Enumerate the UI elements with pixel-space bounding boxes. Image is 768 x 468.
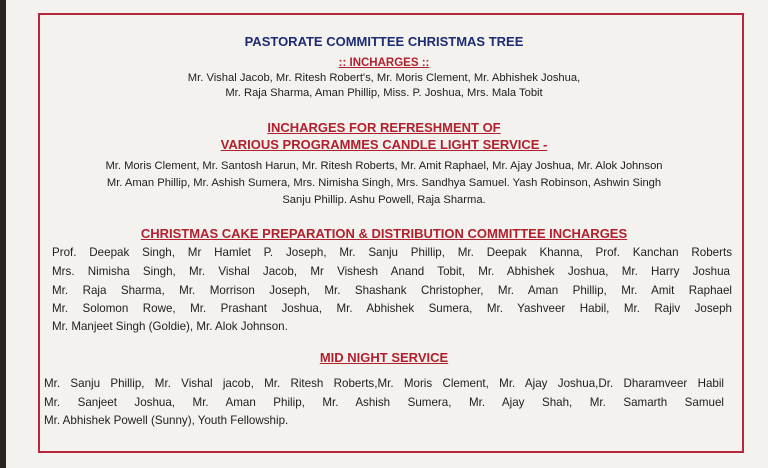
cake-line-4: Mr. Solomon Rowe, Mr. Prashant Joshua, Mr. Abhishek Sumera, Mr. Yashveer Habil, Mr. Rajiv Joseph [52, 302, 732, 315]
cake-line-2: Mrs. Nimisha Singh, Mr. Vishal Jacob, Mr Vishesh Anand Tobit, Mr. Abhishek Joshua, Mr. Harry Joshua [52, 265, 730, 278]
midnight-heading: MID NIGHT SERVICE [319, 350, 449, 365]
midnight-line-2: Mr. Sanjeet Joshua, Mr. Aman Philip, Mr. Ashish Sumera, Mr. Ajay Shah, Mr. Samarth Samuel [44, 396, 724, 409]
midnight-line-1: Mr. Sanju Phillip, Mr. Vishal jacob, Mr. Ritesh Roberts,Mr. Moris Clement, Mr. Ajay Joshua,Dr. Dharamveer Habil [44, 377, 724, 390]
refreshment-line-2: Mr. Aman Phillip, Mr. Ashish Sumera, Mrs. Nimisha Singh, Mrs. Sandhya Samuel. Yash Robinson, Ashwin Singh [106, 177, 662, 189]
incharges-line-1: Mr. Vishal Jacob, Mr. Ritesh Robert's, Mr. Moris Clement, Mr. Abhishek Joshua, [187, 72, 581, 84]
midnight-line-3: Mr. Abhishek Powell (Sunny), Youth Fellowship. [44, 414, 289, 427]
cake-line-5: Mr. Manjeet Singh (Goldie), Mr. Alok Johnson. [52, 320, 288, 333]
incharges-heading: :: INCHARGES :: [338, 57, 430, 69]
refreshment-heading-1: INCHARGES FOR REFRESHMENT OF [267, 120, 501, 135]
refreshment-heading-2: VARIOUS PROGRAMMES CANDLE LIGHT SERVICE - [220, 137, 548, 152]
incharges-line-2: Mr. Raja Sharma, Aman Phillip, Miss. P. Joshua, Mrs. Mala Tobit [225, 87, 543, 99]
page-title: PASTORATE COMMITTEE CHRISTMAS TREE [244, 34, 524, 49]
cake-line-1: Prof. Deepak Singh, Mr Hamlet P. Joseph, Mr. Sanju Phillip, Mr. Deepak Khanna, Prof. Kanchan Roberts [52, 246, 732, 259]
cake-heading: CHRISTMAS CAKE PREPARATION & DISTRIBUTION COMMITTEE INCHARGES [140, 226, 628, 241]
refreshment-line-3: Sanju Phillip. Ashu Powell, Raja Sharma. [282, 194, 486, 206]
refreshment-line-1: Mr. Moris Clement, Mr. Santosh Harun, Mr. Ritesh Roberts, Mr. Amit Raphael, Mr. Ajay Joshua, Mr. Alok Johnson [105, 160, 663, 172]
cake-line-3: Mr. Raja Sharma, Mr. Morrison Joseph, Mr. Shashank Christopher, Mr. Aman Phillip, Mr. Amit Raphael [52, 284, 732, 297]
